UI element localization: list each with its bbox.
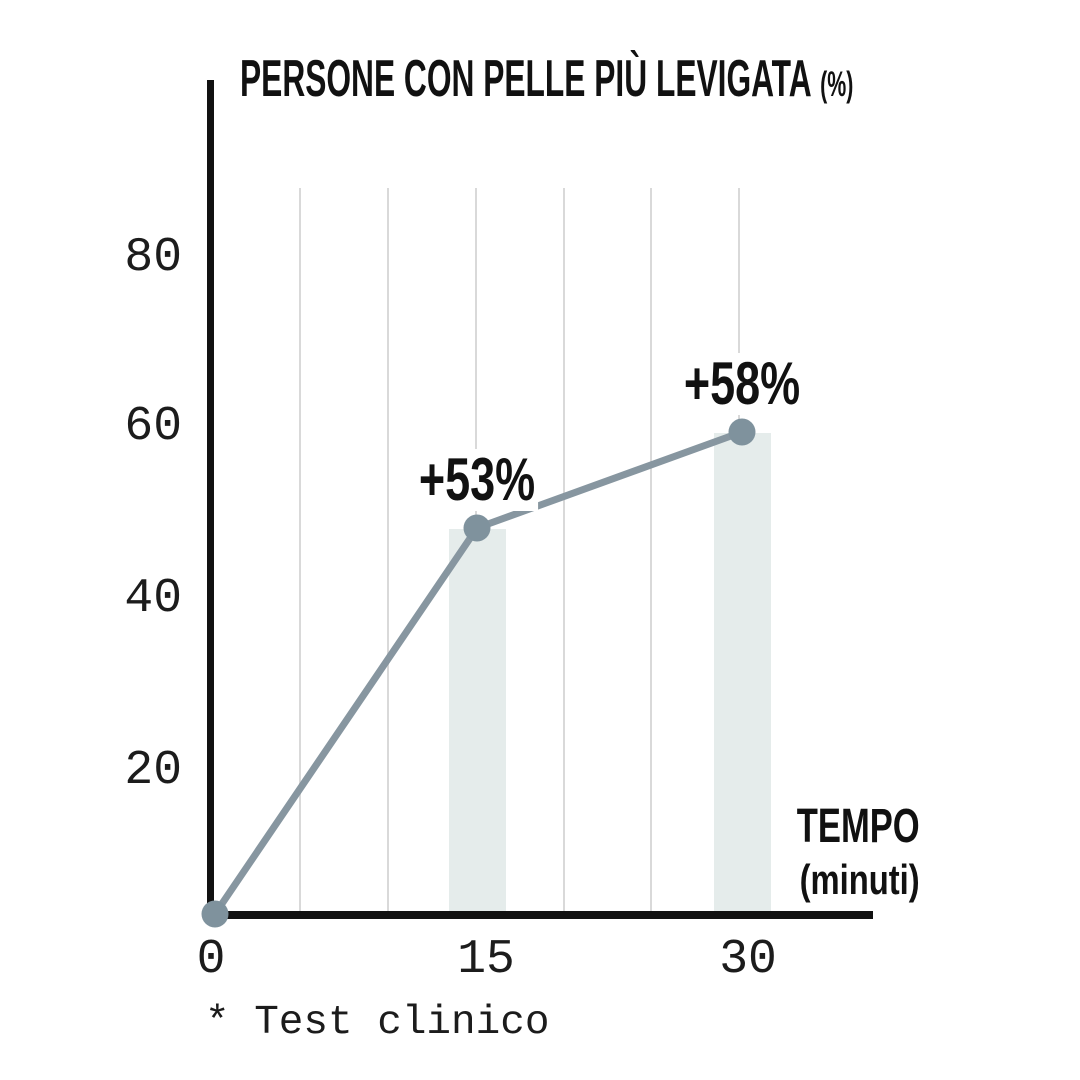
x-tick-label: 30 bbox=[719, 933, 777, 987]
point-value-label: +58% bbox=[681, 353, 803, 415]
y-axis-line bbox=[207, 80, 214, 918]
gridline bbox=[650, 188, 652, 911]
x-tick-label: 0 bbox=[196, 933, 226, 987]
chart-title-text: PERSONE CON PELLE PIÙ LEVIGATA bbox=[240, 50, 812, 108]
point-value-label: +53% bbox=[416, 449, 538, 511]
highlight-bar bbox=[449, 529, 506, 911]
x-axis-title-block bbox=[749, 802, 920, 902]
x-axis-line bbox=[207, 911, 873, 919]
x-tick-label: 15 bbox=[457, 933, 515, 987]
chart-title bbox=[240, 50, 854, 108]
chart-title-unit: (%) bbox=[820, 65, 854, 104]
y-tick-label: 20 bbox=[124, 744, 182, 798]
footnote: * Test clinico bbox=[205, 1000, 550, 1046]
gridline bbox=[563, 188, 565, 911]
gridline bbox=[299, 188, 301, 911]
y-tick-label: 40 bbox=[124, 572, 182, 626]
x-axis-subtitle: (minuti) bbox=[799, 856, 920, 903]
x-axis-title: TEMPO bbox=[797, 800, 920, 853]
gridline bbox=[387, 188, 389, 911]
y-tick-label: 60 bbox=[124, 400, 182, 454]
y-tick-label: 80 bbox=[124, 231, 182, 285]
